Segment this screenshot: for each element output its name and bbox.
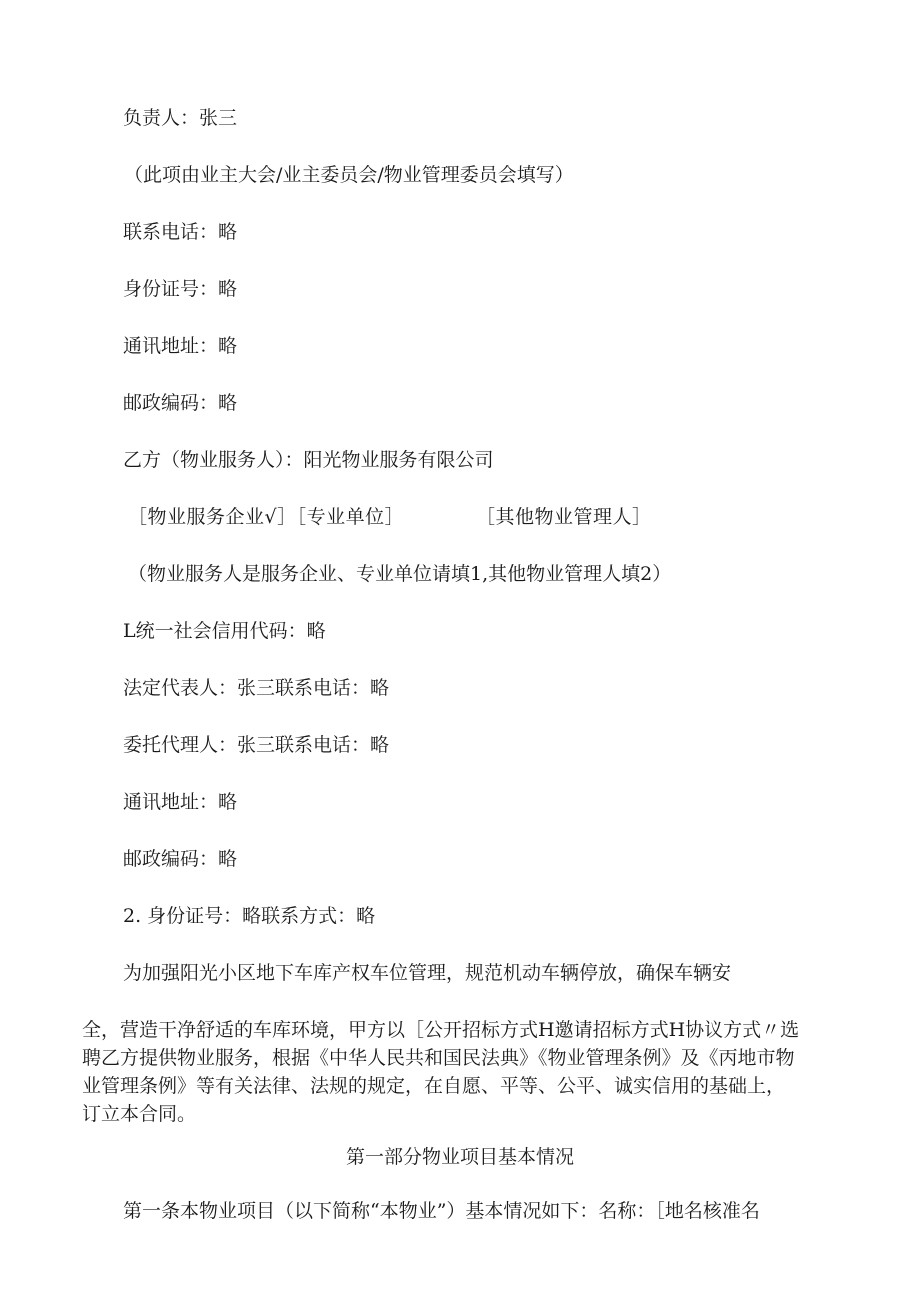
- party-a-phone: 联系电话：略: [123, 221, 238, 243]
- section-title: 第一部分物业项目基本情况: [345, 1146, 574, 1168]
- party-a-fill-note: （此项由业主大会/业主委员会/物业管理委员会填写）: [124, 164, 574, 186]
- party-b-agent: 委托代理人：张三联系电话：略: [123, 734, 390, 756]
- preamble-line-4: 业管理条例》等有关法律、法规的规定，在自愿、平等、公平、诚实信用的基础上，: [82, 1075, 786, 1097]
- party-b-title: 乙方（物业服务人）：阳光物业服务有限公司: [123, 449, 494, 471]
- party-b-type-options-2: ［其他物业管理人］: [476, 506, 652, 528]
- party-a-postcode: 邮政编码：略: [123, 392, 238, 414]
- party-b-type-options-1: ［物业服务企业√］［专业单位］: [128, 506, 405, 528]
- party-b-postcode: 邮政编码：略: [123, 848, 238, 870]
- article-1: 第一条本物业项目（以下简称“本物业”）基本情况如下：名称：［地名核准名: [123, 1200, 760, 1222]
- party-a-responsible-person: 负责人：张三: [123, 107, 238, 129]
- party-b-credit-code: L统一社会信用代码：略: [123, 620, 326, 642]
- party-b-type-note: （物业服务人是服务企业、专业单位请填1,其他物业管理人填2）: [128, 563, 672, 585]
- preamble-paragraph: [82, 1016, 838, 1128]
- preamble-first-line: 为加强阳光小区地下车库产权车位管理，规范机动车辆停放，确保车辆安: [123, 962, 732, 984]
- party-a-id-number: 身份证号：略: [123, 278, 238, 300]
- party-b-legal-rep: 法定代表人：张三联系电话：略: [123, 677, 390, 699]
- party-b-id-contact: 2. 身份证号：略联系方式：略: [123, 905, 376, 927]
- preamble-line-5: 订立本合同。: [82, 1103, 197, 1125]
- party-a-address: 通讯地址：略: [123, 335, 238, 357]
- preamble-line-3: 聘乙方提供物业服务，根据《中华人民共和国民法典》《物业管理条例》及《丙地市物: [82, 1047, 795, 1069]
- party-b-address: 通讯地址：略: [123, 791, 238, 813]
- preamble-line-2: 全，营造干净舒适的车库环境，甲方以［公开招标方式H邀请招标方式H协议方式〃选: [82, 1019, 800, 1041]
